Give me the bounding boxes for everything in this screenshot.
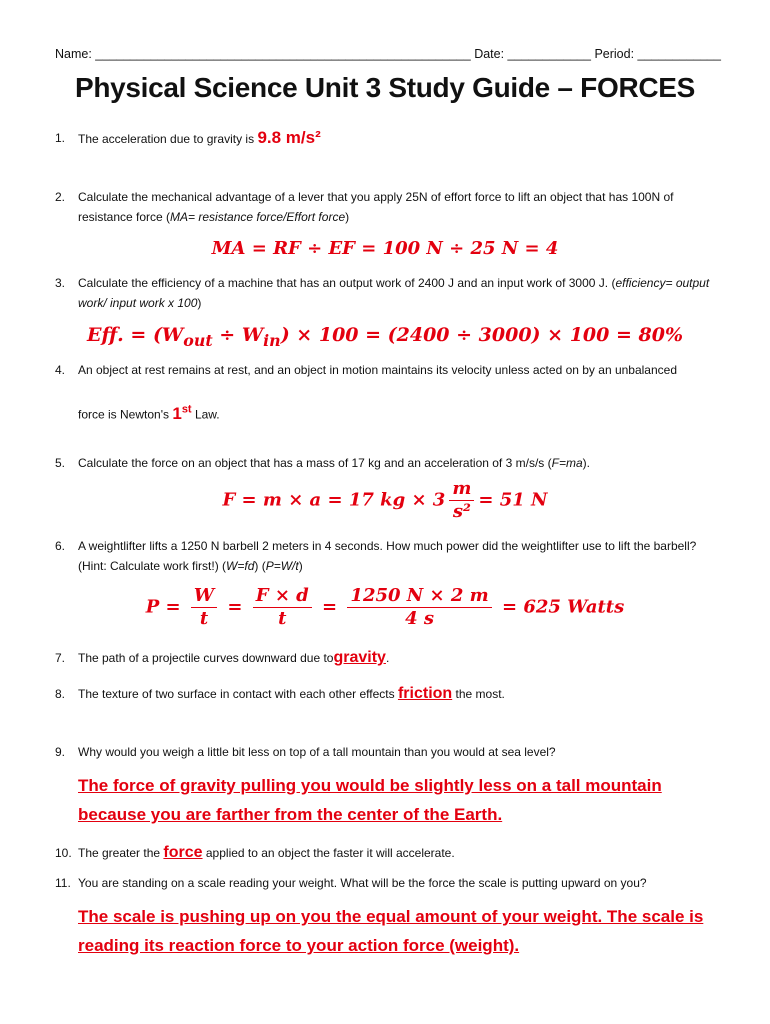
question-text: Calculate the mechanical advantage of a lever that you apply 25N of effort force to lift an object that has 100N of resistance force (: [78, 190, 674, 224]
question-text: The acceleration due to gravity is: [78, 132, 255, 146]
answer-text: 9.8 m/s²: [257, 128, 321, 147]
question-number: 11.: [55, 876, 71, 890]
question-number: 5.: [55, 456, 66, 470]
question-3: [55, 273, 720, 313]
equals-sign: =: [322, 596, 338, 618]
question-text: The path of a projectile curves downward due to: [78, 651, 334, 665]
question-11: [55, 873, 720, 893]
question-text-end: .: [385, 651, 390, 665]
answer-equation: MA = RF ÷ EF = 100 N ÷ 25 N = 4: [211, 238, 559, 259]
equation-left: F = m × a = 17 kg × 3: [222, 489, 446, 511]
period-field[interactable]: Period: ____________: [594, 47, 721, 61]
question-text-end: the most.: [455, 687, 505, 701]
answer-text: [172, 404, 191, 423]
subscript-out: out: [183, 330, 213, 350]
fraction-denominator: t: [278, 608, 287, 629]
question-number: 7.: [55, 651, 66, 665]
answer-text: gravity: [333, 649, 386, 666]
question-text-close: ): [298, 559, 303, 573]
answer-equation: [0, 478, 770, 523]
question-number: 1.: [55, 131, 66, 145]
question-7: [55, 648, 720, 668]
question-text: You are standing on a scale reading your weight. What will be the force the scale is putting upward on you?: [78, 876, 647, 890]
equation-mid: ÷ W: [212, 324, 264, 346]
answer-equation: [0, 585, 770, 630]
header-line: [55, 47, 725, 61]
question-text: A weightlifter lifts a 1250 N barbell 2 meters in 4 seconds. How much power did the weightlifter use to lift the barbell? (Hint: Calculate work first!) (: [78, 539, 697, 573]
question-4-continued: [55, 399, 720, 425]
question-text-mid: ) (: [254, 559, 266, 573]
question-text-close: ): [345, 210, 350, 224]
question-text: Calculate the force on an object that has a mass of 17 kg and an acceleration of 3 m/s/s (: [78, 456, 552, 470]
formula-hint: F=ma: [551, 456, 583, 470]
question-1: [55, 128, 720, 149]
answer-equation: [0, 324, 770, 350]
formula-hint: efficiency= output work/ input work x 100: [78, 276, 710, 310]
answer-text: force: [163, 844, 203, 861]
question-2: [55, 187, 720, 227]
equals-sign: =: [227, 596, 243, 618]
page-title: Physical Science Unit 3 Study Guide – FORCES: [74, 72, 696, 103]
equation-right: = 51 N: [478, 489, 548, 511]
fraction-values: [347, 585, 491, 630]
unit-fraction: [449, 478, 474, 523]
fraction-numerator: F × d: [253, 585, 312, 608]
question-8: [55, 684, 720, 704]
question-9: [55, 742, 720, 762]
fraction-numerator: 1250 N × 2 m: [347, 585, 491, 608]
formula-hint-work: W=fd: [226, 559, 255, 573]
question-text: An object at rest remains at rest, and an object in motion maintains its velocity unless acted on by an unbalanced: [78, 363, 678, 377]
subscript-in: in: [263, 330, 281, 350]
question-10: [55, 843, 720, 863]
question-number: 9.: [55, 745, 66, 759]
question-number: 2.: [55, 190, 66, 204]
question-6: [55, 536, 720, 576]
question-number: 3.: [55, 276, 66, 290]
question-number: 6.: [55, 539, 66, 553]
question-4: [55, 360, 720, 380]
answer-value: 1: [172, 403, 182, 423]
fraction-denominator: t: [199, 608, 209, 629]
equation-right: = 625 Watts: [501, 596, 625, 618]
question-number: 4.: [55, 363, 66, 377]
question-text: The texture of two surface in contact with each other effects: [78, 687, 395, 701]
equation-left: P =: [145, 596, 181, 618]
question-5: [55, 453, 720, 473]
answer-paragraph: The scale is pushing up on you the equal amount of your weight. The scale is reading its reaction force to your action force (weight).: [78, 907, 704, 955]
question-text-end: Law.: [194, 407, 220, 422]
equation-right: ) × 100 = (2400 ÷ 3000) × 100 = 80%: [280, 324, 683, 346]
question-number: 10.: [55, 846, 72, 860]
formula-hint-power: P=W/t: [265, 559, 299, 573]
fraction-work: [253, 585, 312, 630]
fraction-numerator: W: [191, 585, 217, 608]
fraction-denominator: s²: [452, 501, 471, 522]
name-field[interactable]: Name: ______________________________________________________: [55, 47, 471, 61]
question-text-end: applied to an object the faster it will accelerate.: [205, 846, 455, 860]
question-text-close: ).: [582, 456, 590, 470]
date-field[interactable]: Date: ____________: [474, 47, 591, 61]
answer-text: friction: [397, 685, 453, 702]
question-text: Calculate the efficiency of a machine that has an output work of 2400 J and an input work of 3000 J. (: [78, 276, 616, 290]
equation-left: Eff. = (W: [86, 324, 184, 346]
fraction-denominator: 4 s: [405, 608, 435, 629]
fraction-power: [191, 585, 217, 630]
question-text-close: ): [197, 296, 202, 310]
fraction-numerator: m: [449, 478, 474, 501]
question-text: force is Newton's: [78, 407, 169, 422]
question-text: Why would you weigh a little bit less on top of a tall mountain than you would at sea level?: [78, 745, 556, 759]
question-number: 8.: [55, 687, 66, 701]
answer-paragraph: The force of gravity pulling you would be slightly less on a tall mountain because you are farther from the center of the Earth.: [78, 776, 662, 824]
question-text: The greater the: [78, 846, 161, 860]
formula-hint: MA= resistance force/Effort force: [170, 210, 346, 224]
answer-superscript: st: [181, 403, 192, 415]
